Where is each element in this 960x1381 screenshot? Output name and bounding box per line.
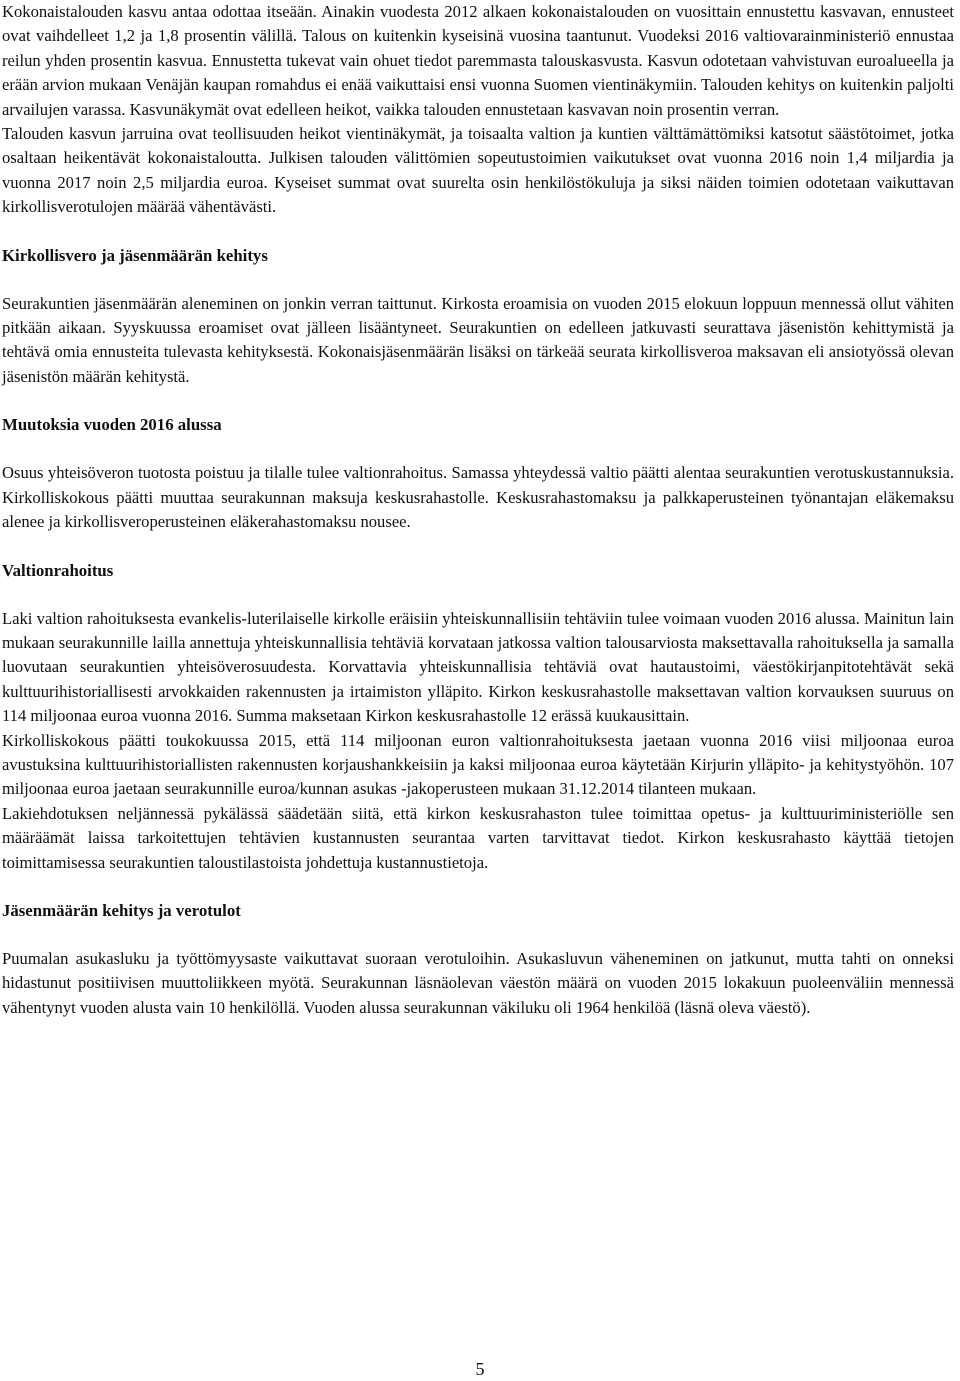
section-heading: Muutoksia vuoden 2016 alussa <box>2 415 222 435</box>
body-paragraph: Lakiehdotuksen neljännessä pykälässä säädetään siitä, että kirkon keskusrahaston tulee toimittaa opetus- ja kulttuuriministeriölle sen määräämät laissa tarkoitettujen tehtävien kustannusten seurantaa varten tarvittavat tiedot. Kirkon keskusrahasto käyttää tietojen toimittamisessa seurakuntien taloustilastoista johdettuja kustannustietoja. <box>2 803 954 872</box>
body-paragraph: Puumalan asukasluku ja työttömyysaste vaikuttavat suoraan verotuloihin. Asukasluvun väheneminen on jatkunut, mutta tahti on onneksi hidastunut positiivisen muuttoliikkeen myötä. Seurakunnan läsnäolevan väestön määrä on vuoden 2015 lokakuun puoleenväliin mennessä vähentynyt vuoden alusta vain 10 henkilöllä. Vuoden alussa seurakunnan väkiluku oli 1964 henkilöä (läsnä oleva väestö). <box>2 948 954 1017</box>
body-paragraph: Kirkolliskokous päätti toukokuussa 2015, että 114 miljoonan euron valtionrahoituksesta jaetaan vuonna 2016 viisi miljoonaa euroa avustuksina kulttuurihistoriallisten rakennusten korjaushankkeisiin ja kaksi miljoonaa euroa käytetään Kirjurin ylläpito- ja kehitystyöhön. 107 miljoonaa euroa jaetaan seurakunnille euroa/kunnan asukas -jakoperusteen mukaan 31.12.2014 tilanteen mukaan. <box>2 730 954 799</box>
page-number: 5 <box>475 1359 485 1379</box>
section-heading: Jäsenmäärän kehitys ja verotulot <box>2 900 241 920</box>
document-page <box>2 0 954 1020</box>
section-heading: Valtionrahoitus <box>2 560 114 580</box>
body-paragraph: Kokonaistalouden kasvu antaa odottaa itseään. Ainakin vuodesta 2012 alkaen kokonaistalouden on vuosittain ennustettu kasvavan, ennusteet ovat vaihdelleet 1,2 ja 1,8 prosentin välillä. Talous on kuitenkin kyseisinä vuosina taantunut. Vuodeksi 2016 valtiovarainministeriö ennustaa reilun yhden prosentin kasvua. Ennustetta tukevat vain ohuet tiedot paremmasta talouskasvusta. Kasvun odotetaan vahvistuvan euroalueella ja erään arvion mukaan Venäjän kaupan romahdus ei enää vaikuttaisi ensi vuonna Suomen vientinäkymiin. Talouden kehitys on kuitenkin paljolti arvailujen varassa. Kasvunäkymät ovat edelleen heikot, vaikka talouden ennustetaan kasvavan noin prosentin verran. <box>2 2 954 119</box>
body-paragraph: Talouden kasvun jarruina ovat teollisuuden heikot vientinäkymät, ja toisaalta valtion ja kuntien välttämättömiksi katsotut säästötoimet, jotka osaltaan heikentävät kokonaistaloutta. Julkisen talouden välittömien sopeutustoimien vaikutukset ovat vuonna 2016 noin 1,4 miljardia ja vuonna 2017 noin 2,5 miljardia euroa. Kyseiset summat ovat suurelta osin henkilöstökuluja ja siksi näiden toimien odotetaan vaikuttavan kirkollisverotulojen määrää vähentävästi. <box>2 124 954 217</box>
body-paragraph: Laki valtion rahoituksesta evankelis-luterilaiselle kirkolle eräisiin yhteiskunnallisiin tehtäviin tulee voimaan vuoden 2016 alussa. Mainitun lain mukaan seurakunnille lailla annettuja yhteiskunnallisia tehtäviä korvataan jatkossa valtion talousarviosta maksettavalla rahoituksella ja samalla luovutaan seurakuntien yhteisöverosuudesta. Korvattavia yhteiskunnallisia tehtäviä ovat hautaustoimi, väestökirjanpitotehtävät sekä kulttuurihistoriallisesti arvokkaiden rakennusten ja irtaimiston ylläpito. Kirkon keskusrahastolle maksettavan valtion korvauksen suuruus on 114 miljoonaa euroa vuonna 2016. Summa maksetaan Kirkon keskusrahastolle 12 erässä kuukausittain. <box>2 608 954 726</box>
body-paragraph: Osuus yhteisöveron tuotosta poistuu ja tilalle tulee valtionrahoitus. Samassa yhteydessä valtio päätti alentaa seurakuntien verotuskustannuksia. Kirkolliskokous päätti muuttaa seurakunnan maksuja keskusrahastolle. Keskusrahastomaksu ja palkkaperusteinen työnantajan eläkemaksu alenee ja kirkollisveroperusteinen eläkerahastomaksu nousee. <box>2 463 954 532</box>
section-heading: Kirkollisvero ja jäsenmäärän kehitys <box>2 245 268 265</box>
body-paragraph: Seurakuntien jäsenmäärän aleneminen on jonkin verran taittunut. Kirkosta eroamisia on vuoden 2015 elokuun loppuun mennessä ollut vähiten pitkään aikaan. Syyskuussa eroamiset ovat jälleen lisääntyneet. Seurakuntien on edelleen jatkuvasti seurattava jäsenistön kehittymistä ja tehtävä omia ennusteita tulevasta kehityksestä. Kokonaisjäsenmäärän lisäksi on tärkeää seurata kirkollisveroa maksavan eli ansiotyössä olevan jäsenistön määrän kehitystä. <box>2 293 954 386</box>
